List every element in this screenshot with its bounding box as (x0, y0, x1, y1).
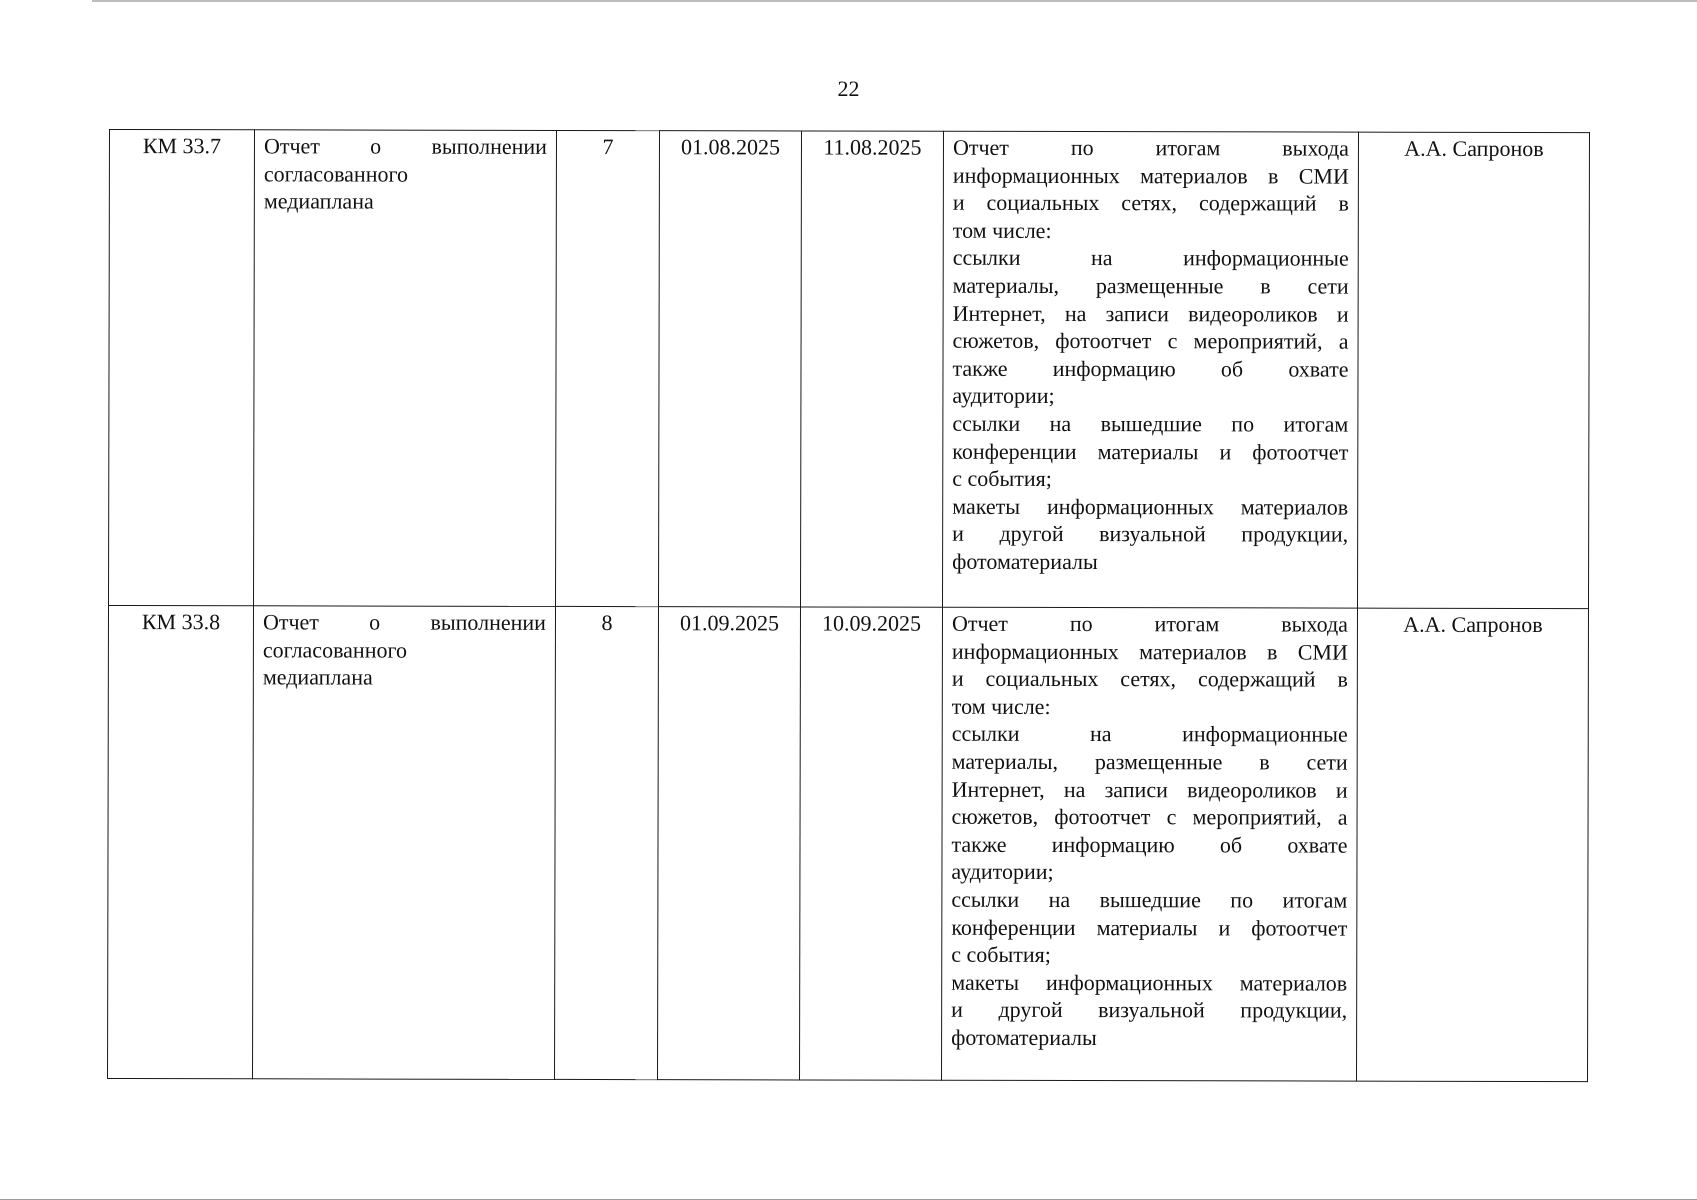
control-point-code: КМ 33.7 (109, 130, 255, 606)
result-line: макеты информационных материалов (952, 493, 1349, 520)
start-date: 01.09.2025 (658, 607, 801, 1080)
result-line: том числе: (952, 217, 1052, 243)
result-line: конференции материалы и фотоотчет (952, 438, 1349, 465)
result-description (942, 607, 1358, 1081)
name-line: медиаплана (263, 188, 374, 214)
result-line: том числе: (951, 693, 1051, 719)
result-line: Интернет, на записи видеороликов и (952, 300, 1349, 327)
end-date: 10.09.2025 (800, 607, 943, 1080)
table-row (108, 606, 1589, 1082)
result-line: аудитории; (952, 383, 1055, 409)
name-line: Отчет о выполнении (262, 609, 546, 635)
result-line: сюжетов, фотоотчет с мероприятий, а (951, 803, 1348, 830)
result-line: Отчет по итогам выхода (952, 134, 1349, 161)
result-line: материалы, размещенные в сети (952, 272, 1349, 299)
result-line: аудитории; (951, 859, 1054, 885)
scan-top-edge (92, 0, 1697, 2)
result-line: Интернет, на записи видеороликов и (951, 776, 1348, 803)
result-line: и социальных сетях, содержащий в (951, 665, 1348, 692)
result-line: информационных материалов в СМИ (952, 162, 1349, 189)
result-line: также информацию об охвате (951, 831, 1348, 858)
name-line: Отчет о выполнении (263, 133, 547, 159)
control-point-number: 7 (556, 130, 660, 606)
result-description (943, 131, 1359, 608)
result-line: ссылки на информационные (952, 245, 1349, 271)
result-line: сюжетов, фотоотчет с мероприятий, а (952, 327, 1349, 354)
control-point-name (254, 130, 557, 607)
result-line: конференции материалы и фотоотчет (951, 914, 1348, 941)
control-point-code: КМ 33.8 (108, 606, 254, 1079)
name-line: медиаплана (262, 664, 373, 690)
result-line: макеты информационных материалов (951, 969, 1348, 996)
result-line: с события; (952, 465, 1052, 492)
control-points-table (107, 129, 1590, 1082)
name-line: согласованного (262, 636, 408, 663)
responsible-person: А.А. Сапронов (1357, 132, 1589, 608)
responsible-person: А.А. Сапронов (1357, 608, 1589, 1081)
result-line: ссылки на вышедшие по итогам (952, 410, 1349, 437)
result-line: ссылки на вышедшие по итогам (951, 886, 1348, 913)
end-date: 11.08.2025 (801, 131, 944, 607)
result-line: фотоматериалы (951, 1024, 1097, 1050)
control-point-name (253, 606, 556, 1080)
result-line: также информацию об охвате (952, 355, 1349, 382)
result-line: и другой визуальной продукции, (952, 521, 1349, 547)
result-line: Отчет по итогам выхода (951, 610, 1348, 637)
result-line: и социальных сетях, содержащий в (952, 189, 1349, 216)
result-line: информационных материалов в СМИ (951, 638, 1348, 665)
start-date: 01.08.2025 (659, 131, 802, 607)
result-line: и другой визуальной продукции, (951, 997, 1348, 1023)
result-line: с события; (951, 941, 1051, 968)
result-line: материалы, размещенные в сети (951, 748, 1348, 775)
page-number: 22 (837, 76, 860, 101)
result-line: фотоматериалы (952, 548, 1098, 574)
control-point-number: 8 (555, 606, 659, 1079)
table-row (109, 130, 1590, 609)
name-line: согласованного (263, 160, 409, 187)
result-line: ссылки на информационные (951, 721, 1348, 747)
